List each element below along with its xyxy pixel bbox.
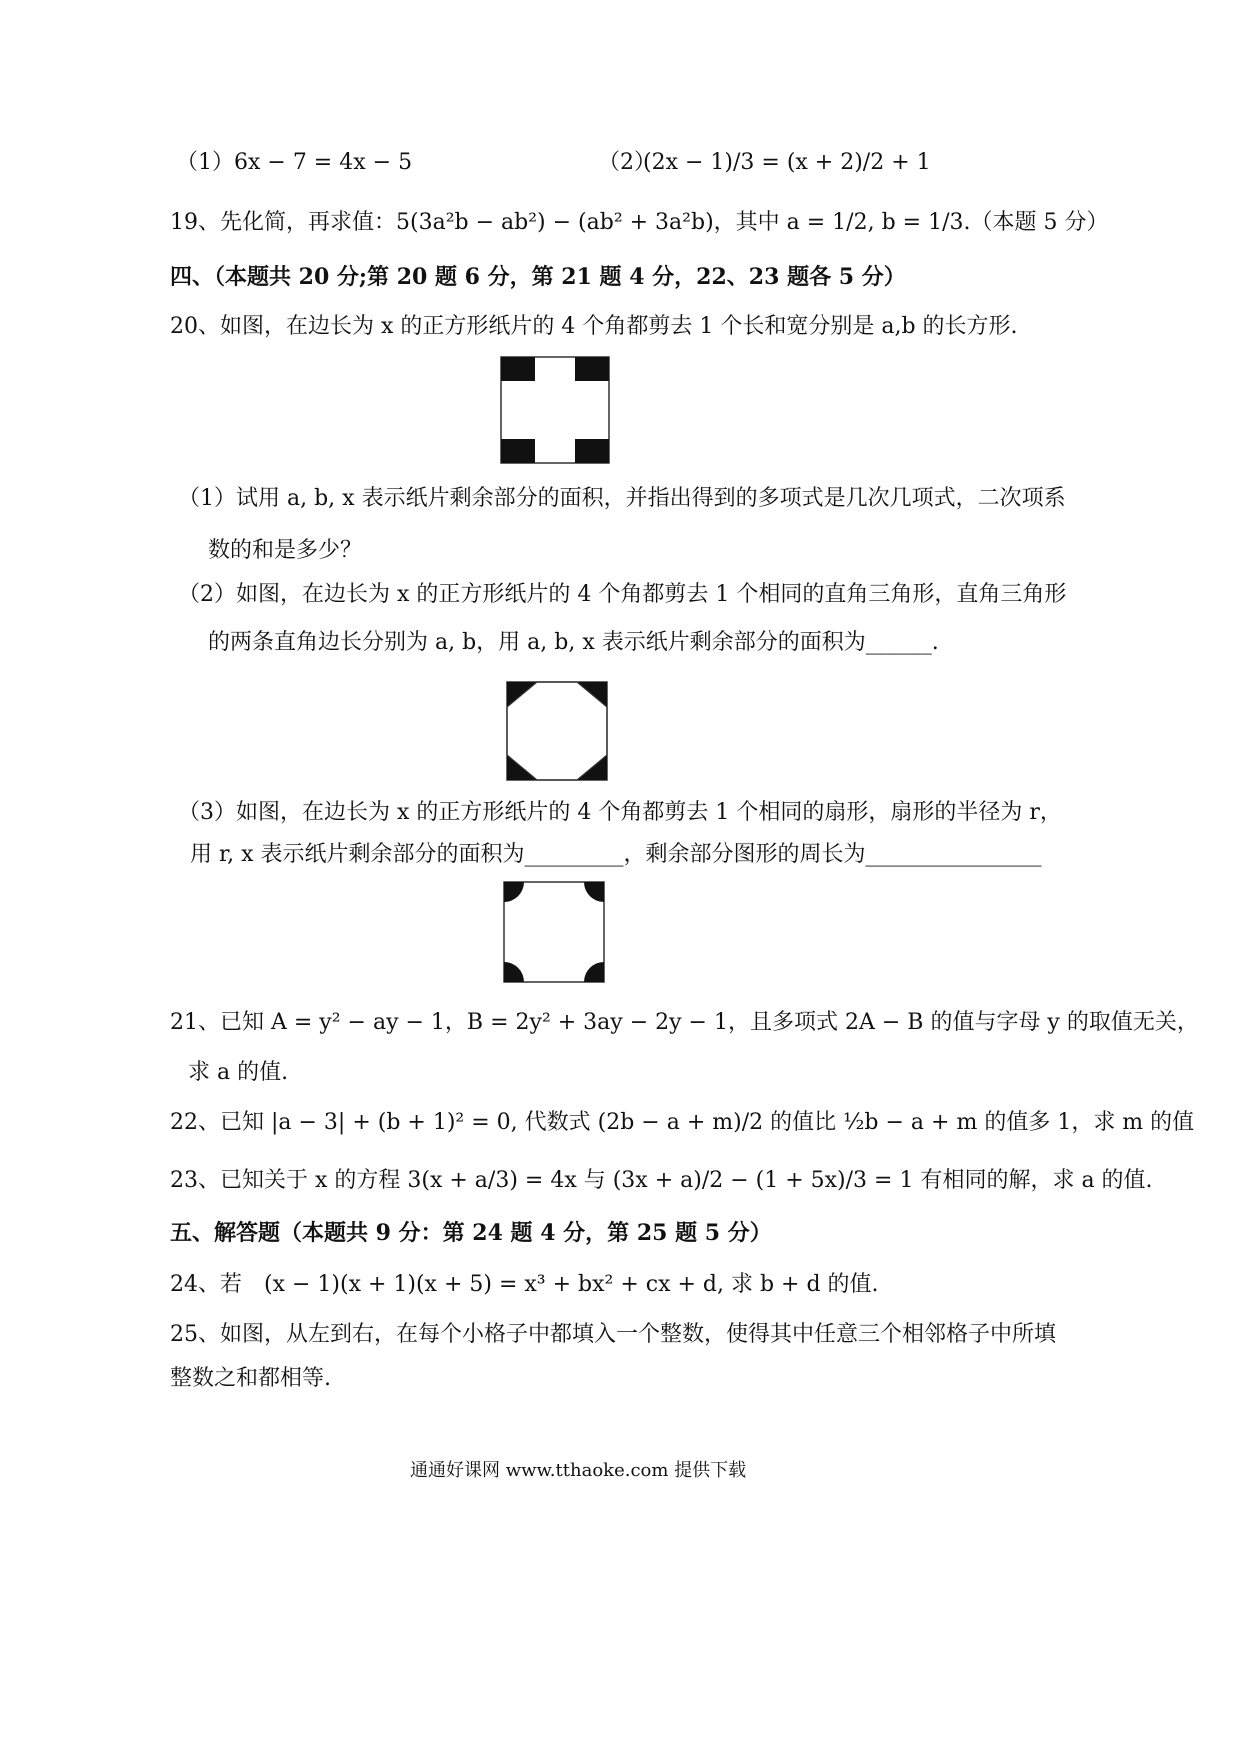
q18-part2-label: （2） — [598, 150, 656, 175]
q18-part2-expr: (2x − 1)/3 = (x + 2)/2 + 1 — [643, 150, 931, 175]
q25-line1: 25、如图，从左到右，在每个小格子中都填入一个整数，使得其中任意三个相邻格子中所填 — [170, 1322, 1056, 1347]
q20-part3-line2: 用 r, x 表示纸片剩余部分的面积为_________，剩余部分图形的周长为________________ — [190, 842, 1042, 867]
q18-part1: （1）6x − 7 = 4x − 5 — [176, 150, 413, 175]
q20-part3-line1: （3）如图，在边长为 x 的正方形纸片的 4 个角都剪去 1 个相同的扇形，扇形的半径为 r， — [178, 800, 1062, 825]
q23-text: 23、已知关于 x 的方程 3(x + a/3) = 4x 与 (3x + a)/2 − (1 + 5x)/3 = 1 有相同的解，求 a 的值. — [170, 1168, 1153, 1193]
q22-text: 22、已知 |a − 3| + (b + 1)² = 0, 代数式 (2b − a + m)/2 的值比 ½b − a + m 的值多 1，求 m 的值 — [170, 1110, 1195, 1135]
q21-line1: 21、已知 A = y² − ay − 1，B = 2y² + 3ay − 2y − 1，且多项式 2A − B 的值与字母 y 的取值无关， — [170, 1010, 1199, 1035]
page-footer: 通通好课网 www.tthaoke.com 提供下载 — [410, 1460, 747, 1481]
q20-part2-line1: （2）如图，在边长为 x 的正方形纸片的 4 个角都剪去 1 个相同的直角三角形，直角三角形 — [178, 582, 1067, 607]
q21-line2: 求 a 的值. — [188, 1060, 289, 1085]
figure-rect-corners — [496, 352, 614, 468]
section-5-heading: 五、解答题（本题共 9 分：第 24 题 4 分，第 25 题 5 分） — [170, 1220, 772, 1246]
q20-stem: 20、如图，在边长为 x 的正方形纸片的 4 个角都剪去 1 个长和宽分别是 a,b 的长方形. — [170, 314, 1018, 339]
q20-part1-line1: （1）试用 a, b, x 表示纸片剩余部分的面积，并指出得到的多项式是几次几项式，二次项系 — [178, 486, 1066, 511]
q19-text: 19、先化简，再求值：5(3a²b − ab²) − (ab² + 3a²b)，其中 a = 1/2, b = 1/3.（本题 5 分） — [170, 210, 1109, 235]
q24-text: 24、若 (x − 1)(x + 1)(x + 5) = x³ + bx² + cx + d, 求 b + d 的值. — [170, 1272, 879, 1297]
figure-triangle-corners — [502, 677, 612, 785]
section-4-heading: 四、（本题共 20 分;第 20 题 6 分，第 21 题 4 分，22、23 题各 5 分） — [170, 264, 906, 290]
q20-part2-line2: 的两条直角边长分别为 a, b，用 a, b, x 表示纸片剩余部分的面积为______. — [208, 630, 939, 655]
figure-sector-corners — [499, 877, 609, 987]
q25-line2: 整数之和都相等. — [170, 1366, 331, 1391]
q20-part1-line2: 数的和是多少？ — [208, 538, 363, 563]
